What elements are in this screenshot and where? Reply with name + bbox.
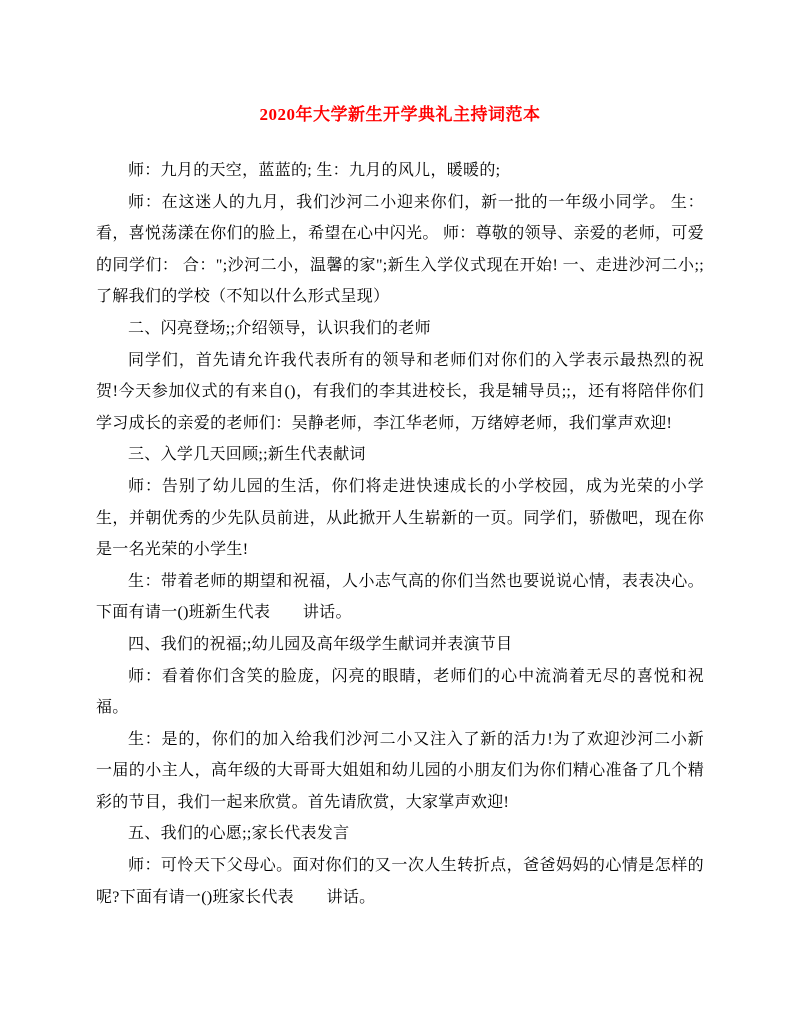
document-title: 2020年大学新生开学典礼主持词范本 — [259, 105, 541, 124]
paragraph: 师：在这迷人的九月，我们沙河二小迎来你们，新一批的一年级小同学。 生：看，喜悦荡漾在你们的脸上，希望在心中闪光。 师：尊敬的领导、亲爱的老师，可爱的同学们： 合：";沙河二小，温馨的家";新生入学仪式现在开始! 一、走进沙河二小;;了解我们的学校（不知以什么形式呈现） — [96, 193, 704, 306]
paragraph: 同学们，首先请允许我代表所有的领导和老师们对你们的入学表示最热烈的祝贺!今天参加仪式的有来自()，有我们的李其进校长，我是辅导员;;，还有将陪伴你们学习成长的亲爱的老师们：吴静老师，李江华老师，万绪婷老师，我们掌声欢迎! — [96, 351, 704, 432]
paragraph: 生：带着老师的期望和祝福，人小志气高的你们当然也要说说心情，表表决心。下面有请一()班新生代表 讲话。 — [96, 572, 704, 622]
paragraph: 师：可怜天下父母心。面对你们的又一次人生转折点，爸爸妈妈的心情是怎样的呢?下面有请一()班家长代表 讲话。 — [96, 857, 704, 906]
paragraph: 师：告别了幼儿园的生活，你们将走进快速成长的小学校园，成为光荣的小学生，并朝优秀的少先队员前进，从此掀开人生崭新的一页。同学们，骄傲吧，现在你是一名光荣的小学生! — [96, 477, 704, 559]
paragraph: 四、我们的祝福;;幼儿园及高年级学生献词并表演节目 — [128, 635, 513, 653]
paragraph: 生：是的，你们的加入给我们沙河二小又注入了新的活力!为了欢迎沙河二小新一届的小主人，高年级的大哥哥大姐姐和幼儿园的小朋友们为你们精心准备了几个精彩的节目，我们一起来欣赏。首先请欣赏，大家掌声欢迎! — [96, 730, 704, 811]
document-body — [96, 155, 704, 913]
paragraph: 五、我们的心愿;;家长代表发言 — [128, 825, 350, 843]
paragraph: 三、入学几天回顾;;新生代表献词 — [128, 446, 366, 464]
paragraph: 二、闪亮登场;;介绍领导，认识我们的老师 — [128, 319, 431, 337]
paragraph: 师：看着你们含笑的脸庞，闪亮的眼睛，老师们的心中流淌着无尽的喜悦和祝福。 — [96, 667, 704, 717]
paragraph: 师：九月的天空，蓝蓝的; 生：九月的风儿，暖暖的; — [128, 162, 501, 179]
